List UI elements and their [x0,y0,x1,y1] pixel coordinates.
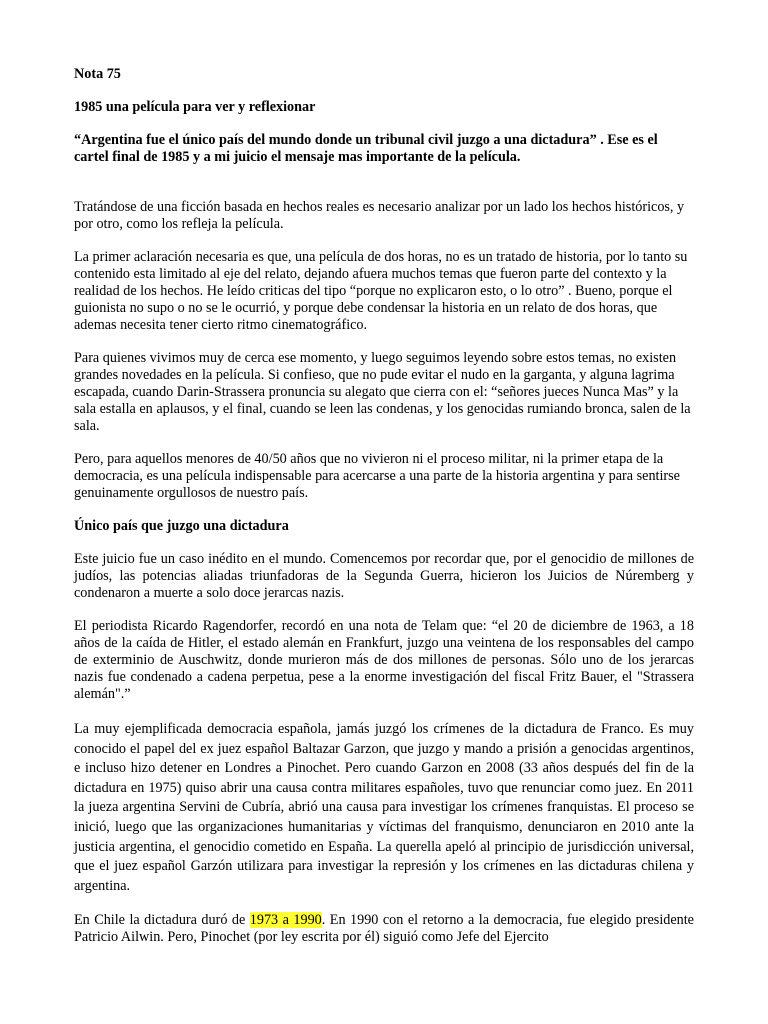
paragraph-juicio-inedito: Este juicio fue un caso inédito en el mundo. Comencemos por recordar que, por el genocidio de millones de judíos, las potencias aliadas triunfadoras de la Segunda Guerra, hicieron los Juicios de Núremberg y condenaron a muerte a solo doce jerarcas nazis. [74,551,694,601]
chile-text-after: . En 1990 con el retorno a la democracia, fue elegido presidente Patricio Ailwin. Pero, Pinochet (por ley escrita por él) siguió como Jefe del Ejercito [74,912,694,946]
paragraph-intro: Tratándose de una ficción basada en hechos reales es necesario analizar por un lado los hechos históricos, y por otro, como los refleja la película. [74,199,685,232]
highlighted-date-range: 1973 a 1990 [249,912,322,929]
document-title: 1985 una película para ver y reflexionar [74,99,316,115]
paragraph-chile [74,912,694,946]
intro-quote: “Argentina fue el único país del mundo donde un tribunal civil juzgo a una dictadura” . Ese es el cartel final de 1985 y a mi juicio el mensaje mas importante de la película. [74,132,658,165]
note-label: Nota 75 [74,66,121,82]
paragraph-quienes: Para quienes vivimos muy de cerca ese momento, y luego seguimos leyendo sobre estos temas, no existen grandes novedades en la película. Si confieso, que no pude evitar el nudo en la garganta, y alguna lagrima escapada, cuando Darin-Strassera pronuncia su alegato que cierra con el: “señores jueces Nunca Mas” y la sala estalla en aplausos, y el final, cuando se leen las condenas, y los genocidas rumiando bronca, salen de la sala. [74,350,691,434]
paragraph-espana: La muy ejemplificada democracia española, jamás juzgó los crímenes de la dictadura de Franco. Es muy conocido el papel del ex juez español Baltazar Garzon, que juzgo y mando a prisión a genocidas argentinos, e incluso hizo detener en Londres a Pinochet. Pero cuando Garzon en 2008 (33 años después del fin de la dictadura en 1975) quiso abrir una causa contra militares españoles, tuvo que renunciar como juez. En 2011 la jueza argentina Servini de Cubría, abrió una causa para investigar los crímenes franquistas. El proceso se inició, luego que las organizaciones humanitarias y víctimas del franquismo, denunciaron en 2010 ante la justicia argentina, el genocidio cometido en España. La querella apeló al principio de jurisdicción universal, que el juez español Garzón utilizara para investigar la represión y los crímenes en las dictaduras chilena y argentina. [74,721,694,894]
paragraph-menores: Pero, para aquellos menores de 40/50 años que no vivieron ni el proceso militar, ni la primer etapa de la democracia, es una película indispensable para acercarse a una parte de la historia argentina y para sentirse genuinamente orgullosos de nuestro país. [74,451,680,501]
paragraph-aclaracion: La primer aclaración necesaria es que, una película de dos horas, no es un tratado de historia, por lo tanto su contenido esta limitado al eje del relato, dejando afuera muchos temas que fueron parte del contexto y la realidad de los hechos. He leído criticas del tipo “porque no explicaron esto, o lo otro” . Bueno, porque el guionista no supo o no se le ocurrió, y porque debe condensar la historia en un relato de dos horas, que ademas necesita tener cierto ritmo cinematográfico. [74,249,688,333]
section-heading: Único país que juzgo una dictadura [74,518,289,534]
chile-text-before: En Chile la dictadura duró de [74,912,250,929]
paragraph-ragendorfer: El periodista Ricardo Ragendorfer, recordó en una nota de Telam que: “el 20 de diciembre de 1963, a 18 años de la caída de Hitler, el estado alemán en Frankfurt, juzgo una veintena de los responsables del campo de exterminio de Auschwitz, donde murieron más de dos millones de personas. Sólo uno de los jerarcas nazis fue condenado a cadena perpetua, pese a la enorme investigación del fiscal Fritz Bauer, el "Strassera alemán".” [74,618,694,702]
